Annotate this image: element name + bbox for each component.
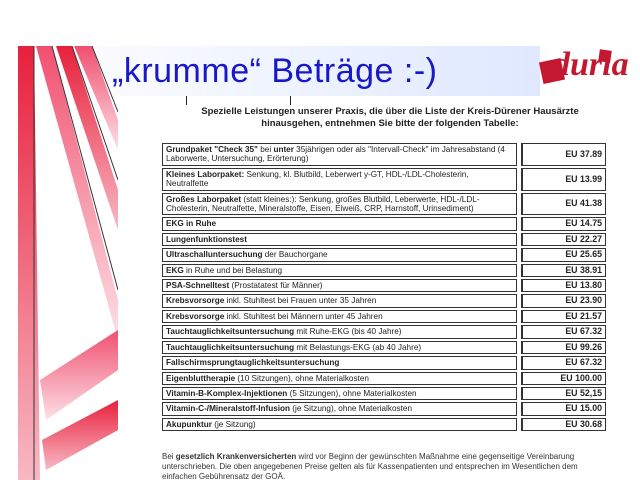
service-price: EU 30.68	[521, 418, 606, 431]
service-price: EU 67.32	[521, 356, 606, 369]
price-document	[118, 96, 640, 480]
table-row	[162, 279, 606, 292]
service-description	[162, 325, 517, 338]
footnote	[162, 452, 602, 480]
footnote-post: wird vor Beginn der gewünschten Maßnahme eine gegenseitige Vereinbarung unterschrieben. Die oben angegebenen Preise gelten als für Kassenpatienten und entsprechen im Wesentlichen dem einfachen Gebührensatz der GOÄ.	[162, 452, 578, 480]
service-details: (je Sitzung), ohne Materialkosten	[290, 404, 412, 414]
service-price: EU 38.91	[521, 264, 606, 277]
service-description	[162, 217, 517, 230]
footnote-pre: Bei	[162, 452, 176, 461]
service-price: EU 100.00	[521, 372, 606, 385]
service-details: inkl. Stuhltest bei Männern unter 45 Jahren	[224, 311, 383, 321]
service-description	[162, 356, 517, 369]
service-name: Ultraschalluntersuchung	[166, 250, 263, 260]
service-price: EU 52,15	[521, 387, 606, 400]
service-name: Krebsvorsorge	[166, 311, 225, 321]
service-description	[162, 248, 517, 261]
service-name: Lungenfunktionstest	[166, 234, 247, 244]
service-name: Fallschirmsprungtauglichkeitsuntersuchung	[166, 358, 340, 368]
table-row	[162, 356, 606, 369]
service-details: (10 Sitzungen), ohne Materialkosten	[235, 373, 369, 383]
service-connector: bei	[257, 145, 274, 154]
table-row	[162, 341, 606, 354]
logo-text: duria	[553, 46, 629, 83]
intro-line-2: hinausgehen, entnehmen Sie bitte der folgenden Tabelle:	[261, 118, 519, 129]
service-name: Großes Laborpaket	[166, 194, 242, 204]
service-details: mit Ruhe-EKG (bis 40 Jahre)	[294, 327, 402, 337]
table-row	[162, 168, 606, 191]
service-description	[162, 418, 517, 431]
service-details: in Ruhe und bei Belastung	[183, 265, 283, 275]
service-name: Vitamin-B-Komplex-Injektionen	[166, 388, 288, 398]
table-row	[162, 143, 606, 166]
service-name: Tauchtauglichkeitsuntersuchung	[166, 327, 295, 337]
service-name: Vitamin-C-/Mineralstoff-Infusion	[166, 404, 291, 414]
table-row	[162, 418, 606, 431]
tick-mark	[290, 96, 291, 105]
service-details: (Prostatatest für Männer)	[229, 281, 323, 291]
service-name: PSA-Schnelltest	[166, 281, 230, 291]
service-price: EU 13.80	[521, 279, 606, 292]
service-description	[162, 341, 517, 354]
service-name: Tauchtauglichkeitsuntersuchung	[166, 342, 295, 352]
service-price: EU 67.32	[521, 325, 606, 338]
table-row	[162, 233, 606, 246]
table-row	[162, 217, 606, 230]
intro-line-1: Spezielle Leistungen unserer Praxis, die über die Liste der Kreis-Dürener Hausärzte	[201, 106, 579, 117]
service-details: (5 Sitzungen), ohne Materialkosten	[287, 388, 417, 398]
service-name: EKG	[166, 265, 184, 275]
service-price: EU 37.89	[521, 143, 606, 166]
table-row	[162, 264, 606, 277]
service-details: der Bauchorgane	[262, 250, 328, 260]
service-price: EU 22.27	[521, 233, 606, 246]
service-name: Kleines Laborpaket:	[166, 169, 245, 179]
service-description	[162, 372, 517, 385]
service-details: (statt kleines:): Senkung, großes Blutbild, Leberwerte, HDL-/LDL-Cholesterin, Neutralfette, Mineralstoffe, Eisen, Eiweiß, CRP, Harnstoff, Urinsediment)	[166, 194, 480, 214]
service-price: EU 15.00	[521, 402, 606, 415]
service-price: EU 21.57	[521, 310, 606, 323]
intro-text	[170, 106, 610, 130]
service-details: mit Belastungs-EKG (ab 40 Jahre)	[294, 342, 422, 352]
service-description	[162, 279, 517, 292]
service-details: Senkung, kl. Blutbild, Leberwert y-GT, HDL-/LDL-Cholesterin, Neutralfette	[166, 169, 469, 189]
table-row	[162, 387, 606, 400]
price-table-body	[162, 143, 606, 431]
service-description	[162, 264, 517, 277]
service-description	[162, 168, 517, 191]
service-price: EU 41.38	[521, 193, 606, 216]
service-name: EKG in Ruhe	[166, 219, 217, 229]
service-emphasis: unter	[273, 145, 294, 154]
service-description	[162, 143, 517, 166]
service-price: EU 13.99	[521, 168, 606, 191]
service-details: (je Sitzung)	[211, 419, 256, 429]
service-name: Eigenbluttherapie	[166, 373, 236, 383]
table-row	[162, 372, 606, 385]
service-name: Grundpaket "Check 35"	[166, 145, 258, 154]
service-description	[162, 193, 517, 216]
table-row	[162, 193, 606, 216]
table-row	[162, 248, 606, 261]
service-price: EU 99.26	[521, 341, 606, 354]
service-price: EU 25.65	[521, 248, 606, 261]
duria-logo	[535, 46, 630, 94]
service-details: inkl. Stuhltest bei Frauen unter 35 Jahren	[224, 296, 377, 306]
slide-title: „krumme“ Beträge :-)	[112, 52, 438, 90]
service-name: Akupunktur	[166, 419, 212, 429]
service-name: Krebsvorsorge	[166, 296, 225, 306]
service-description	[162, 233, 517, 246]
service-price: EU 23.90	[521, 294, 606, 307]
table-row	[162, 402, 606, 415]
price-table	[162, 141, 606, 433]
service-price: EU 14.75	[521, 217, 606, 230]
tick-mark	[186, 96, 187, 105]
table-row	[162, 310, 606, 323]
service-description	[162, 294, 517, 307]
service-description	[162, 310, 517, 323]
service-description	[162, 387, 517, 400]
table-row	[162, 325, 606, 338]
footnote-bold: gesetzlich Krankenversicherten	[175, 452, 297, 461]
table-row	[162, 294, 606, 307]
service-description	[162, 402, 517, 415]
service-details: 35jährigen oder als "Intervall-Check" im Jahresabstand (4 Laborwerte, Untersuchung, Erörterung)	[166, 145, 505, 164]
